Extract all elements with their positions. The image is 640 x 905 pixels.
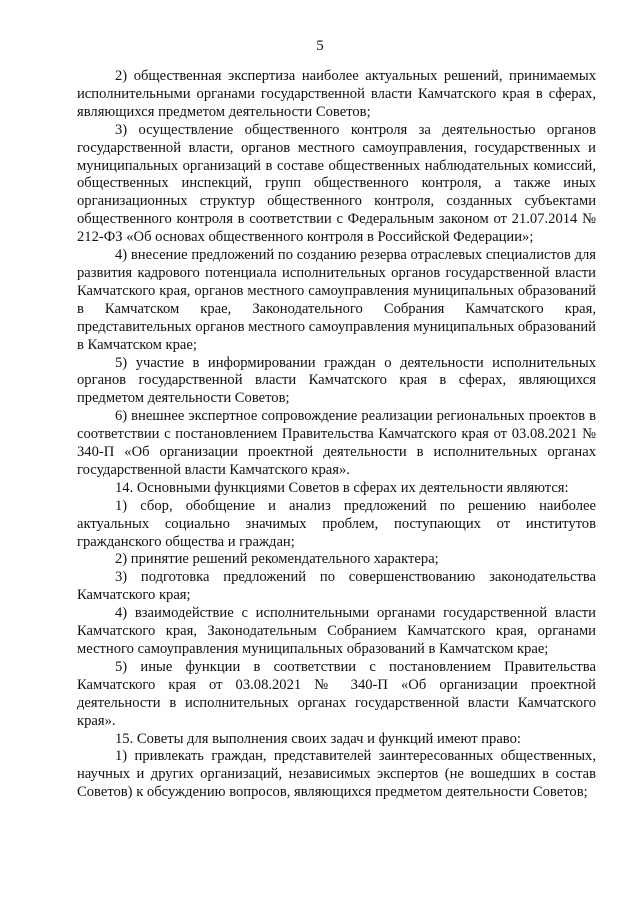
page-number: 5 bbox=[316, 38, 324, 54]
document-body bbox=[77, 68, 596, 802]
paragraph: 3) подготовка предложений по совершенствованию законодательства Камчатского края; bbox=[77, 569, 596, 604]
paragraph: 4) взаимодействие с исполнительными органами государственной власти Камчатского края, Законодательным Собранием Камчатского края, органами местного самоуправления муниципальных образований в Камчатском крае; bbox=[77, 605, 596, 657]
paragraph: 4) внесение предложений по созданию резерва отраслевых специалистов для развития кадрового потенциала исполнительных органов государственной власти Камчатского края, органов местного самоуправления муниципальных образований в Камчатском крае, Законодательного Собрания Камчатского края, представительных органов местного самоуправления муниципальных образований в Камчатском крае; bbox=[77, 247, 596, 353]
paragraph: 2) общественная экспертиза наиболее актуальных решений, принимаемых исполнительными органами государственной власти Камчатского края в сферах, являющихся предметом деятельности Советов; bbox=[77, 68, 596, 120]
paragraph: 6) внешнее экспертное сопровождение реализации региональных проектов в соответствии с постановлением Правительства Камчатского края от 03.08.2021 № 340-П «Об организации проектной деятельности в исполнительных органах государственной власти Камчатского края». bbox=[77, 408, 596, 478]
paragraph: 5) участие в информировании граждан о деятельности исполнительных органов государственной власти Камчатского края в сферах, являющихся предметом деятельности Советов; bbox=[77, 354, 596, 407]
paragraph: 2) принятие решений рекомендательного характера; bbox=[115, 551, 439, 568]
paragraph: 1) привлекать граждан, представителей заинтересованных общественных, научных и других организаций, независимых экспертов (не вошедших в состав Советов) к обсуждению вопросов, являющихся предметом деятельности Советов; bbox=[77, 748, 596, 801]
paragraph: 5) иные функции в соответствии с постановлением Правительства Камчатского края от 03.08.2021 № 340-П «Об организации проектной деятельности в исполнительных органах государственной власти Камчатского края». bbox=[77, 658, 596, 729]
paragraph: 14. Основными функциями Советов в сферах их деятельности являются: bbox=[115, 479, 569, 496]
paragraph: 1) сбор, обобщение и анализ предложений по решению наиболее актуальных социально значимых проблем, поступающих от институтов гражданского общества и граждан; bbox=[77, 497, 596, 550]
paragraph: 3) осуществление общественного контроля за деятельностью органов государственной власти, органов местного самоуправления, государственных и муниципальных организаций в составе общественных наблюдательных комиссий, общественных инспекций, групп общественного контроля, а также иных организационных структур общественного контроля, созданных субъектами общественного контроля в соответствии с Федеральным законом от 21.07.2014 № 212-ФЗ «Об основах общественного контроля в Российской Федерации»; bbox=[77, 121, 596, 246]
paragraph: 15. Советы для выполнения своих задач и функций имеют право: bbox=[115, 730, 521, 747]
